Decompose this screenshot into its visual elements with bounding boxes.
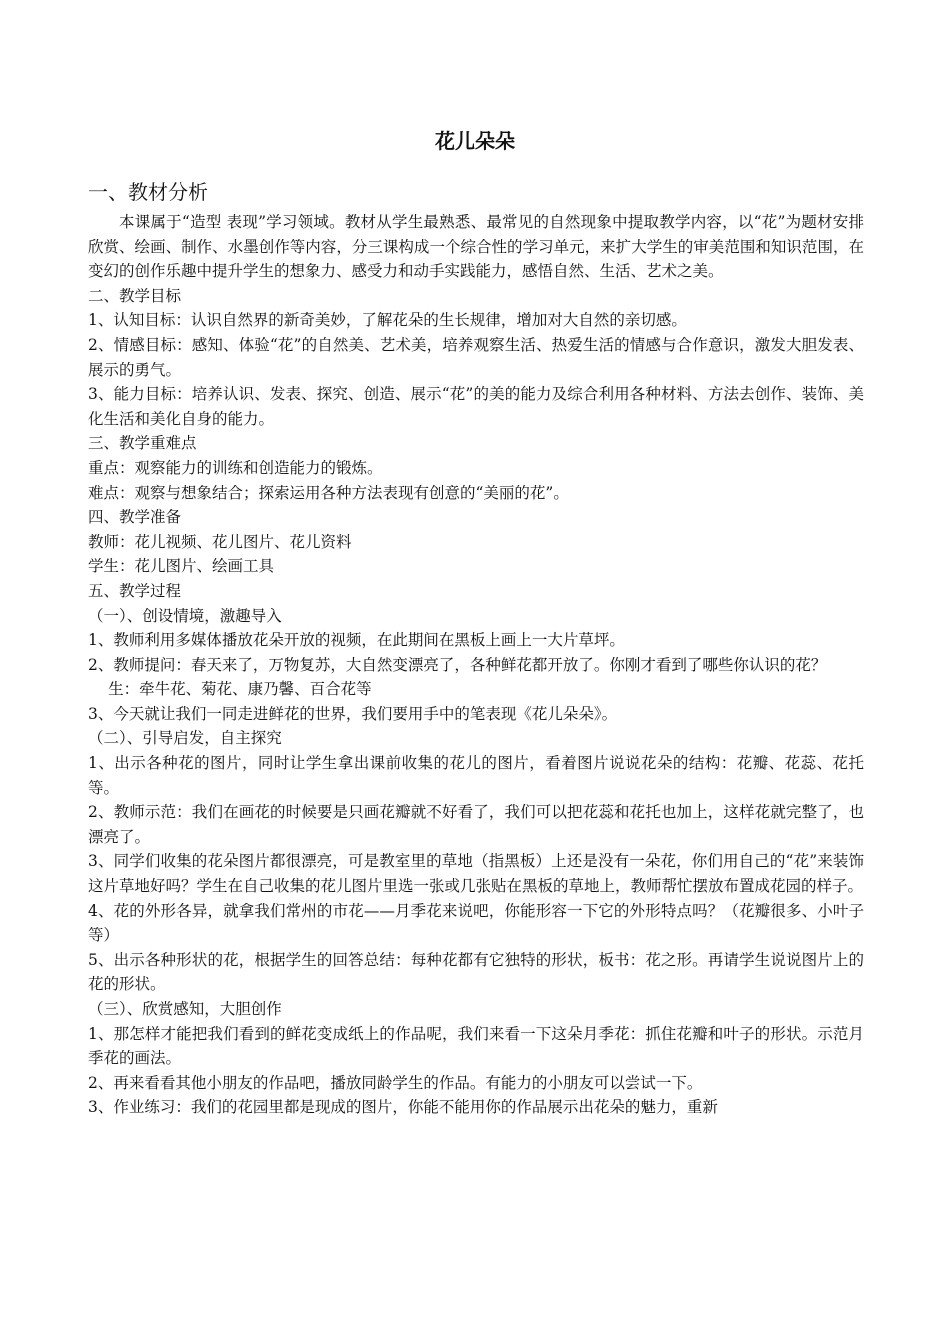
paragraph: 5、出示各种形状的花，根据学生的回答总结：每种花都有它独特的形状，板书：花之形。再请学生说说图片上的花的形状。 <box>88 950 864 994</box>
paragraph: 本课属于“造型 表现”学习领域。教材从学生最熟悉、最常见的自然现象中提取教学内容，以“花”为题材安排欣赏、绘画、制作、水墨创作等内容，分三课构成一个综合性的学习单元，来扩大学生的审美范围和知识范围，在变幻的创作乐趣中提升学生的想象力、感受力和动手实践能力，感悟自然、生活、艺术之美。 <box>88 213 864 281</box>
paragraph: 2、情感目标：感知、体验“花”的自然美、艺术美，培养观察生活、热爱生活的情感与合作意识，激发大胆发表、展示的勇气。 <box>88 335 864 379</box>
paragraph: 1、教师利用多媒体播放花朵开放的视频，在此期间在黑板上画上一大片草坪。 <box>88 631 625 650</box>
paragraph: 学生：花儿图片、绘画工具 <box>88 557 275 576</box>
document-title: 花儿朵朵 <box>435 129 515 153</box>
paragraph: 4、花的外形各异，就拿我们常州的市花——月季花来说吧，你能形容一下它的外形特点吗？（花瓣很多、小叶子等） <box>88 901 864 945</box>
paragraph: 难点：观察与想象结合；探索运用各种方法表现有创意的“美丽的花”。 <box>88 483 569 502</box>
section-heading: 二、教学目标 <box>88 286 182 305</box>
paragraph: 2、教师示范：我们在画花的时候要是只画花瓣就不好看了，我们可以把花蕊和花托也加上，这样花就完整了，也漂亮了。 <box>88 803 864 846</box>
paragraph: 3、今天就让我们一同走进鲜花的世界，我们要用手中的笔表现《花儿朵朵》。 <box>88 704 618 723</box>
section-heading-1: 一、教材分析 <box>88 180 208 204</box>
paragraph: 3、能力目标：培养认识、发表、探究、创造、展示“花”的美的能力及综合利用各种材料、方法去创作、装饰、美化生活和美化自身的能力。 <box>88 385 864 428</box>
paragraph: 1、出示各种花的图片，同时让学生拿出课前收集的花儿的图片，看着图片说说花朵的结构：花瓣、花蕊、花托等。 <box>88 754 864 797</box>
subsection-heading: （三）、欣赏感知，大胆创作 <box>88 1000 282 1018</box>
paragraph: 1、那怎样才能把我们看到的鲜花变成纸上的作品呢，我们来看一下这朵月季花：抓住花瓣和叶子的形状。示范月季花的画法。 <box>88 1024 864 1068</box>
paragraph: 1、认知目标：认识自然界的新奇美妙，了解花朵的生长规律，增加对大自然的亲切感。 <box>88 311 687 330</box>
paragraph: 2、再来看看其他小朋友的作品吧，播放同龄学生的作品。有能力的小朋友可以尝试一下。 <box>88 1073 703 1092</box>
paragraph: 3、作业练习：我们的花园里都是现成的图片，你能不能用你的作品展示出花朵的魅力，重新 <box>88 1098 718 1117</box>
subsection-heading: （一）、创设情境，激趣导入 <box>88 606 282 625</box>
paragraph: 重点：观察能力的训练和创造能力的锻炼。 <box>88 458 383 477</box>
paragraph: 3、同学们收集的花朵图片都很漂亮，可是教室里的草地（指黑板）上还是没有一朵花，你们用自己的“花”来装饰这片草地好吗？学生在自己收集的花儿图片里选一张或几张贴在黑板的草地上，教师帮忙摆放布置成花园的样子。 <box>88 852 864 896</box>
section-heading: 三、教学重难点 <box>88 434 197 453</box>
document-body <box>88 210 864 1120</box>
section-heading: 四、教学准备 <box>88 508 182 527</box>
subsection-heading: （二）、引导启发，自主探究 <box>88 729 282 748</box>
paragraph: 生：牵牛花、菊花、康乃馨、百合花等 <box>108 680 372 699</box>
paragraph: 教师：花儿视频、花儿图片、花儿资料 <box>88 532 352 551</box>
section-heading: 五、教学过程 <box>88 581 182 600</box>
paragraph: 2、教师提问：春天来了，万物复苏，大自然变漂亮了，各种鲜花都开放了。你刚才看到了哪些你认识的花？ <box>88 655 827 674</box>
